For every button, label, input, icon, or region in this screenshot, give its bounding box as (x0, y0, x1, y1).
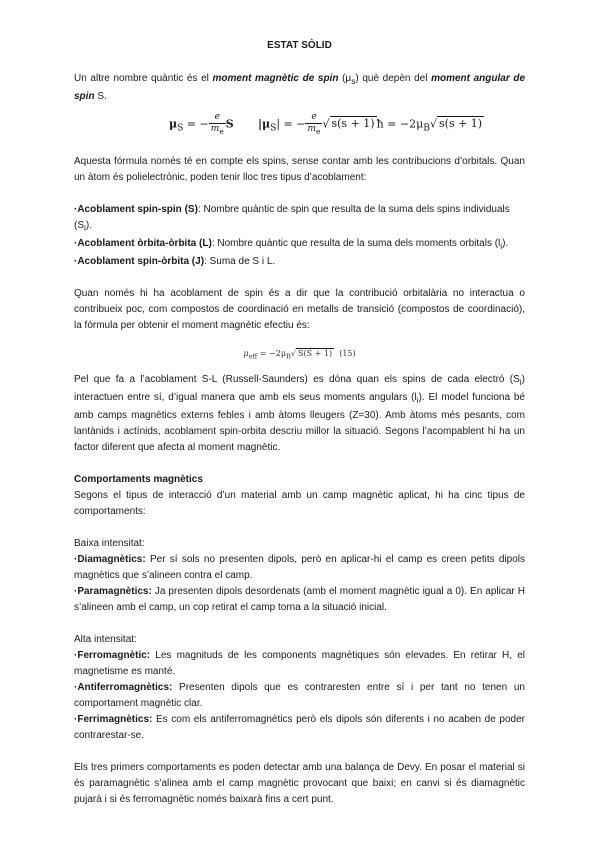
paragraph-1: Aquesta fórmula només té en compte els spins, sense contar amb les contribucions d’orbitals. Quan un àtom és polielectrònic, poden tenir lloc tres tipus d’acoblament: (74, 156, 525, 183)
behavior-text: Per sí sols no presenten dipols, però en aplicar-hi el camp es creen petits dipols magnètics que s’alineen contra el camp. (74, 554, 525, 581)
para3-text: ) interactuen entre sí, d’igual manera que amb els seus moments angulars (l (74, 374, 525, 403)
behavior-text: Les magnituds de les components magnètiques són elevades. En retirar H, el magnetisme es manté. (74, 650, 525, 677)
eq-numerator: e (209, 112, 226, 124)
eq-den-sub: e (316, 126, 321, 136)
intro-text: S. (94, 91, 107, 102)
eq-symbol: S (225, 117, 234, 131)
eq-den-symbol: m (210, 124, 220, 134)
eq-sub: S (177, 122, 184, 134)
eq-operator: ħ = −2μ (376, 117, 424, 131)
section-title: Comportaments magnètics (74, 474, 203, 485)
coupling-item: ·Acoblament òrbita-òrbita (L): Nombre quàntic que resulta de la suma dels moments orbitals $(l_i)$. (74, 238, 509, 251)
intro-text: ) què depèn del (355, 73, 432, 84)
eq-symbol: μ (169, 117, 178, 131)
coupling-symbol: S (187, 204, 195, 215)
eq-sqrt: s(s + 1) (331, 117, 375, 131)
eq-fraction (209, 112, 226, 137)
section-text: Segons el tipus de interacció d’un material amb un camp magnètic aplicat, hi ha cinc tipus de comportaments: (74, 490, 525, 517)
behavior-item (74, 712, 525, 744)
behavior-label: ·Ferromagnètic: (74, 650, 151, 661)
intro-paragraph (74, 71, 525, 105)
coupling-text: ). (502, 238, 509, 249)
behavior-label: ·Paramagnètics: (74, 586, 152, 597)
eq-sub: eff (248, 352, 258, 361)
equation-part-a (169, 112, 234, 137)
eq-symbol: |μ (258, 117, 271, 131)
equation-number: (15) (339, 349, 356, 358)
behavior-text: Presenten dipols que es contraresten entre sí i per tant no tenen un comportament magnètic clar. (74, 682, 525, 709)
coupling-item: ·Acoblament spin-spin (S): Nombre quàntic de spin que resulta de la suma dels spins individuals $(S_i)$. (74, 204, 510, 233)
eq-sqrt: s(s + 1) (439, 117, 483, 131)
intro-text: Un altre nombre quàntic és el (74, 73, 213, 84)
eq-symbol: μ (243, 349, 249, 358)
coupling-list (74, 202, 525, 270)
intro-term-angular-momentum: moment angular de spin (74, 73, 526, 102)
eq-fraction (305, 112, 322, 137)
eq-sqrt: S(S + 1) (298, 349, 333, 358)
coupling-sub: i (500, 241, 503, 251)
paragraph-2: Quan només hi ha acoblament de spin és a dir que la contribució orbitalària no interactua o contribueix poc, com compostos de coordinació en metalls de transició (compostos de coordinació), la fórmula per obtenir el moment magnètic efectiu és: (74, 288, 525, 331)
para3-text: ). El model funciona bé amb camps magnètics externs febles i amb àtoms lleugers (Z=30). Amb àtoms més pesants, com lantànids i actínids, acoblament spin-orbita descriu millor la situació. Segons l’acompablent hi ha un factor diferent que afecta al moment magnètic. (74, 392, 525, 453)
eq-sub: S (270, 122, 277, 134)
equation-part-b: $|\mu_S|$ = − $\frac{e}{m_e}$ √ s(s + 1) ħ = $-2\mu_B√$ s(s + 1) (258, 112, 483, 136)
intro-text: (μ (338, 73, 352, 84)
behavior-label: ·Antiferromagnètics: (74, 682, 173, 693)
eq-sub: B (286, 352, 291, 361)
eq-den-sub: e (219, 126, 224, 136)
eq-sub: B (423, 122, 430, 134)
eq-operator: = − (183, 117, 209, 131)
coupling-sub: i (84, 223, 86, 233)
para3-text: Pel que fa a l’acoblament S-L (Russell-Saunders) es dóna quan els spins de cada electró (S (74, 374, 520, 385)
paragraph-4: Els tres primers comportaments es poden detectar amb una balança de Devy. En posar el material si és paramagnètic s’alinea amb el camp magnètic provocant que baixi; en canvi si és diamagnètic pujarà i si és ferromagnètic només baixarà fins a cert punt. (74, 762, 525, 805)
low-intensity-heading: Baixa intensitat: (74, 538, 145, 549)
page-title: ESTAT SÒLID (267, 40, 332, 51)
behavior-item (74, 584, 525, 616)
eq-denominator (305, 124, 322, 137)
behavior-text: Ja presenten dipols desordenats (amb el moment magnètic igual a 0). En aplicar H s’alineen amb el camp, un cop retirat el camp torna a la situació inicial. (74, 586, 525, 613)
equation-effective-moment: $\mu_{eff} = -2\mu_B√$ S(S + 1) (15) (243, 349, 356, 361)
coupling-text: : Nombre quàntic que resulta de la suma dels moments orbitals (l (211, 238, 501, 249)
eq-numerator: e (305, 112, 322, 124)
coupling-symbol: L (202, 238, 209, 249)
behavior-item (74, 648, 525, 680)
behavior-text: Es com els antiferromagnètics però els dipols són diferents i no acaben de poder contrarestar-se. (74, 714, 525, 741)
coupling-text: : Nombre quàntic de spin que resulta de la suma dels spins individuals (S (74, 204, 510, 231)
coupling-label: ·Acoblament spin-òrbita (74, 256, 190, 267)
document-page (74, 38, 525, 808)
para3-sub: i (519, 377, 522, 387)
paragraph-3 (74, 372, 525, 456)
coupling-label: ·Acoblament òrbita-òrbita (74, 238, 197, 249)
eq-operator: = −2μ (257, 349, 287, 358)
coupling-label: ·Acoblament spin-spin (74, 204, 182, 215)
intro-term-spin-moment: moment magnètic de spin (212, 73, 339, 84)
behavior-item (74, 552, 525, 584)
behavior-label: ·Ferrimagnètics: (74, 714, 153, 725)
behavior-label: ·Diamagnètics: (74, 554, 146, 565)
intro-subscript: s (351, 76, 356, 86)
eq-operator: | = − (276, 117, 306, 131)
coupling-symbol: J (195, 256, 201, 267)
eq-den-symbol: m (307, 124, 317, 134)
coupling-text: ). (85, 220, 92, 231)
high-intensity-heading: Alta intensitat: (74, 634, 137, 645)
equation-spin-moment (74, 106, 525, 142)
coupling-item: ·Acoblament spin-òrbita (J): Suma de S i L. (74, 256, 276, 267)
para3-sub: i (416, 395, 419, 405)
behavior-item (74, 680, 525, 712)
eq-denominator (209, 124, 226, 137)
coupling-text: : Suma de S i L. (204, 256, 276, 267)
